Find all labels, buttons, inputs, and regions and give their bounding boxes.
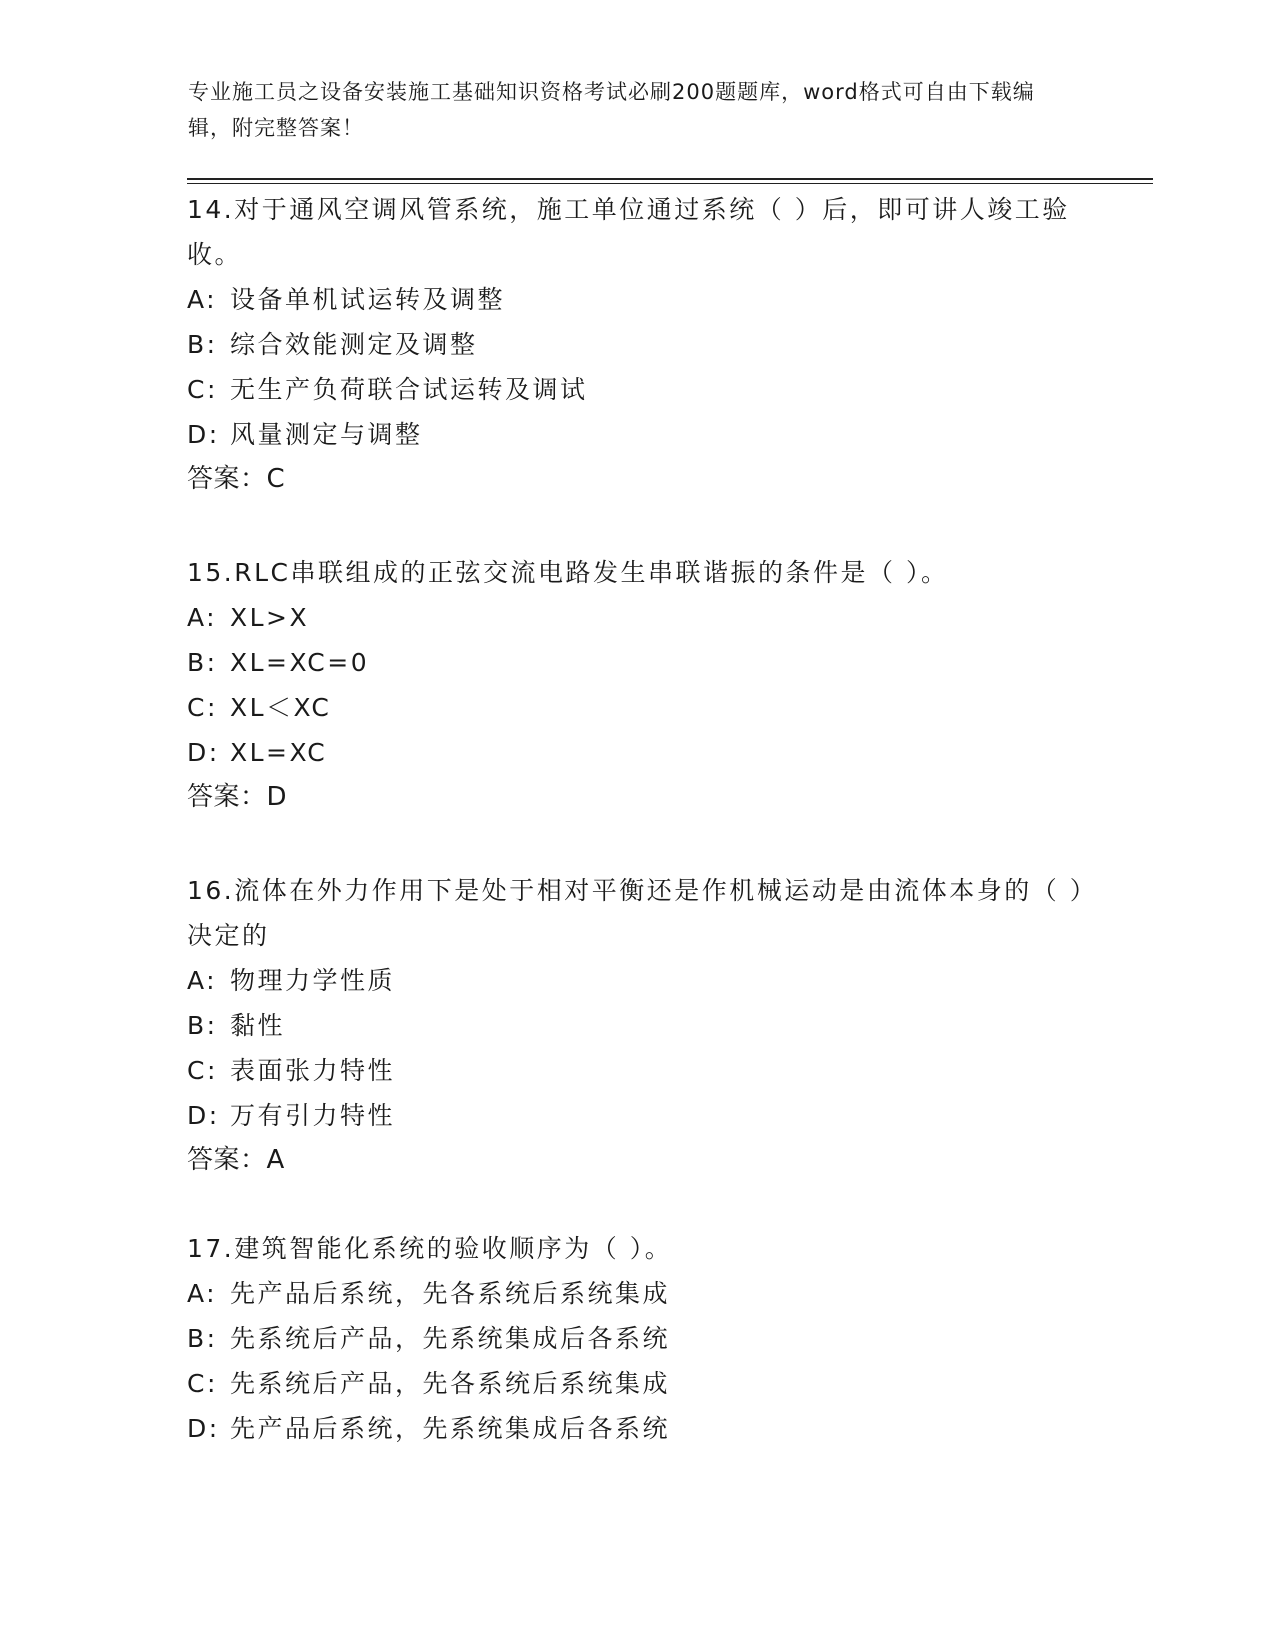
option-c: [187, 367, 1087, 412]
option-d: [187, 1093, 1087, 1138]
option-c: [187, 1361, 1087, 1406]
option-text: XL=XC: [230, 738, 328, 767]
option-key: A:: [187, 966, 218, 995]
option-key: D:: [187, 420, 220, 449]
option-a: [187, 277, 1087, 322]
option-text: 万有引力特性: [230, 1101, 396, 1130]
document-header: 专业施工员之设备安装施工基础知识资格考试必刷200题题库，word格式可自由下载编辑，附完整答案！: [188, 80, 1035, 140]
header-divider-thin: [187, 183, 1153, 184]
option-key: D:: [187, 738, 220, 767]
option-text: 先产品后系统，先各系统后系统集成: [230, 1279, 671, 1308]
option-text: XL>X: [230, 603, 310, 632]
option-d: [187, 412, 1087, 457]
question-stem: 14.对于通风空调风管系统，施工单位通过系统（ ）后，即可讲人竣工验收。: [187, 195, 1070, 269]
option-key: A:: [187, 285, 218, 314]
option-text: 先产品后系统，先系统集成后各系统: [230, 1414, 671, 1443]
option-text: 黏性: [230, 1011, 286, 1040]
option-key: C:: [187, 1369, 218, 1398]
option-b: [187, 1316, 1087, 1361]
option-key: B:: [187, 1324, 218, 1353]
question-14: [187, 187, 1087, 502]
option-text: XL＜XC: [230, 693, 332, 722]
option-c: [187, 685, 1087, 730]
option-key: B:: [187, 330, 218, 359]
option-b: [187, 1003, 1087, 1048]
option-text: 物理力学性质: [230, 966, 396, 995]
option-text: XL=XC=0: [230, 648, 370, 677]
option-a: [187, 958, 1087, 1003]
option-text: 综合效能测定及调整: [230, 330, 478, 359]
option-c: [187, 1048, 1087, 1093]
option-key: C:: [187, 375, 218, 404]
question-17: [187, 1226, 1087, 1451]
option-key: C:: [187, 693, 218, 722]
question-stem: 17.建筑智能化系统的验收顺序为（ ）。: [187, 1234, 673, 1263]
option-text: 表面张力特性: [230, 1056, 396, 1085]
option-key: A:: [187, 1279, 218, 1308]
option-key: D:: [187, 1101, 220, 1130]
option-key: A:: [187, 603, 218, 632]
question-stem: 15.RLC串联组成的正弦交流电路发生串联谐振的条件是（ ）。: [187, 558, 949, 587]
option-d: [187, 730, 1087, 775]
option-b: [187, 640, 1087, 685]
option-text: 风量测定与调整: [230, 420, 423, 449]
question-16: [187, 868, 1087, 1183]
option-key: C:: [187, 1056, 218, 1085]
option-b: [187, 322, 1087, 367]
header-divider-thick: [187, 178, 1153, 180]
option-text: 设备单机试运转及调整: [230, 285, 506, 314]
option-text: 无生产负荷联合试运转及调试: [230, 375, 588, 404]
answer: 答案：A: [187, 1145, 285, 1175]
option-key: B:: [187, 648, 218, 677]
option-text: 先系统后产品，先各系统后系统集成: [230, 1369, 671, 1398]
option-a: [187, 595, 1087, 640]
answer: 答案：C: [187, 464, 286, 494]
option-key: D:: [187, 1414, 220, 1443]
question-stem: 16.流体在外力作用下是处于相对平衡还是作机械运动是由流体本身的（ ）决定的: [187, 876, 1085, 950]
option-text: 先系统后产品，先系统集成后各系统: [230, 1324, 671, 1353]
option-key: B:: [187, 1011, 218, 1040]
answer: 答案：D: [187, 782, 288, 812]
option-d: [187, 1406, 1087, 1451]
question-15: [187, 550, 1087, 820]
option-a: [187, 1271, 1087, 1316]
